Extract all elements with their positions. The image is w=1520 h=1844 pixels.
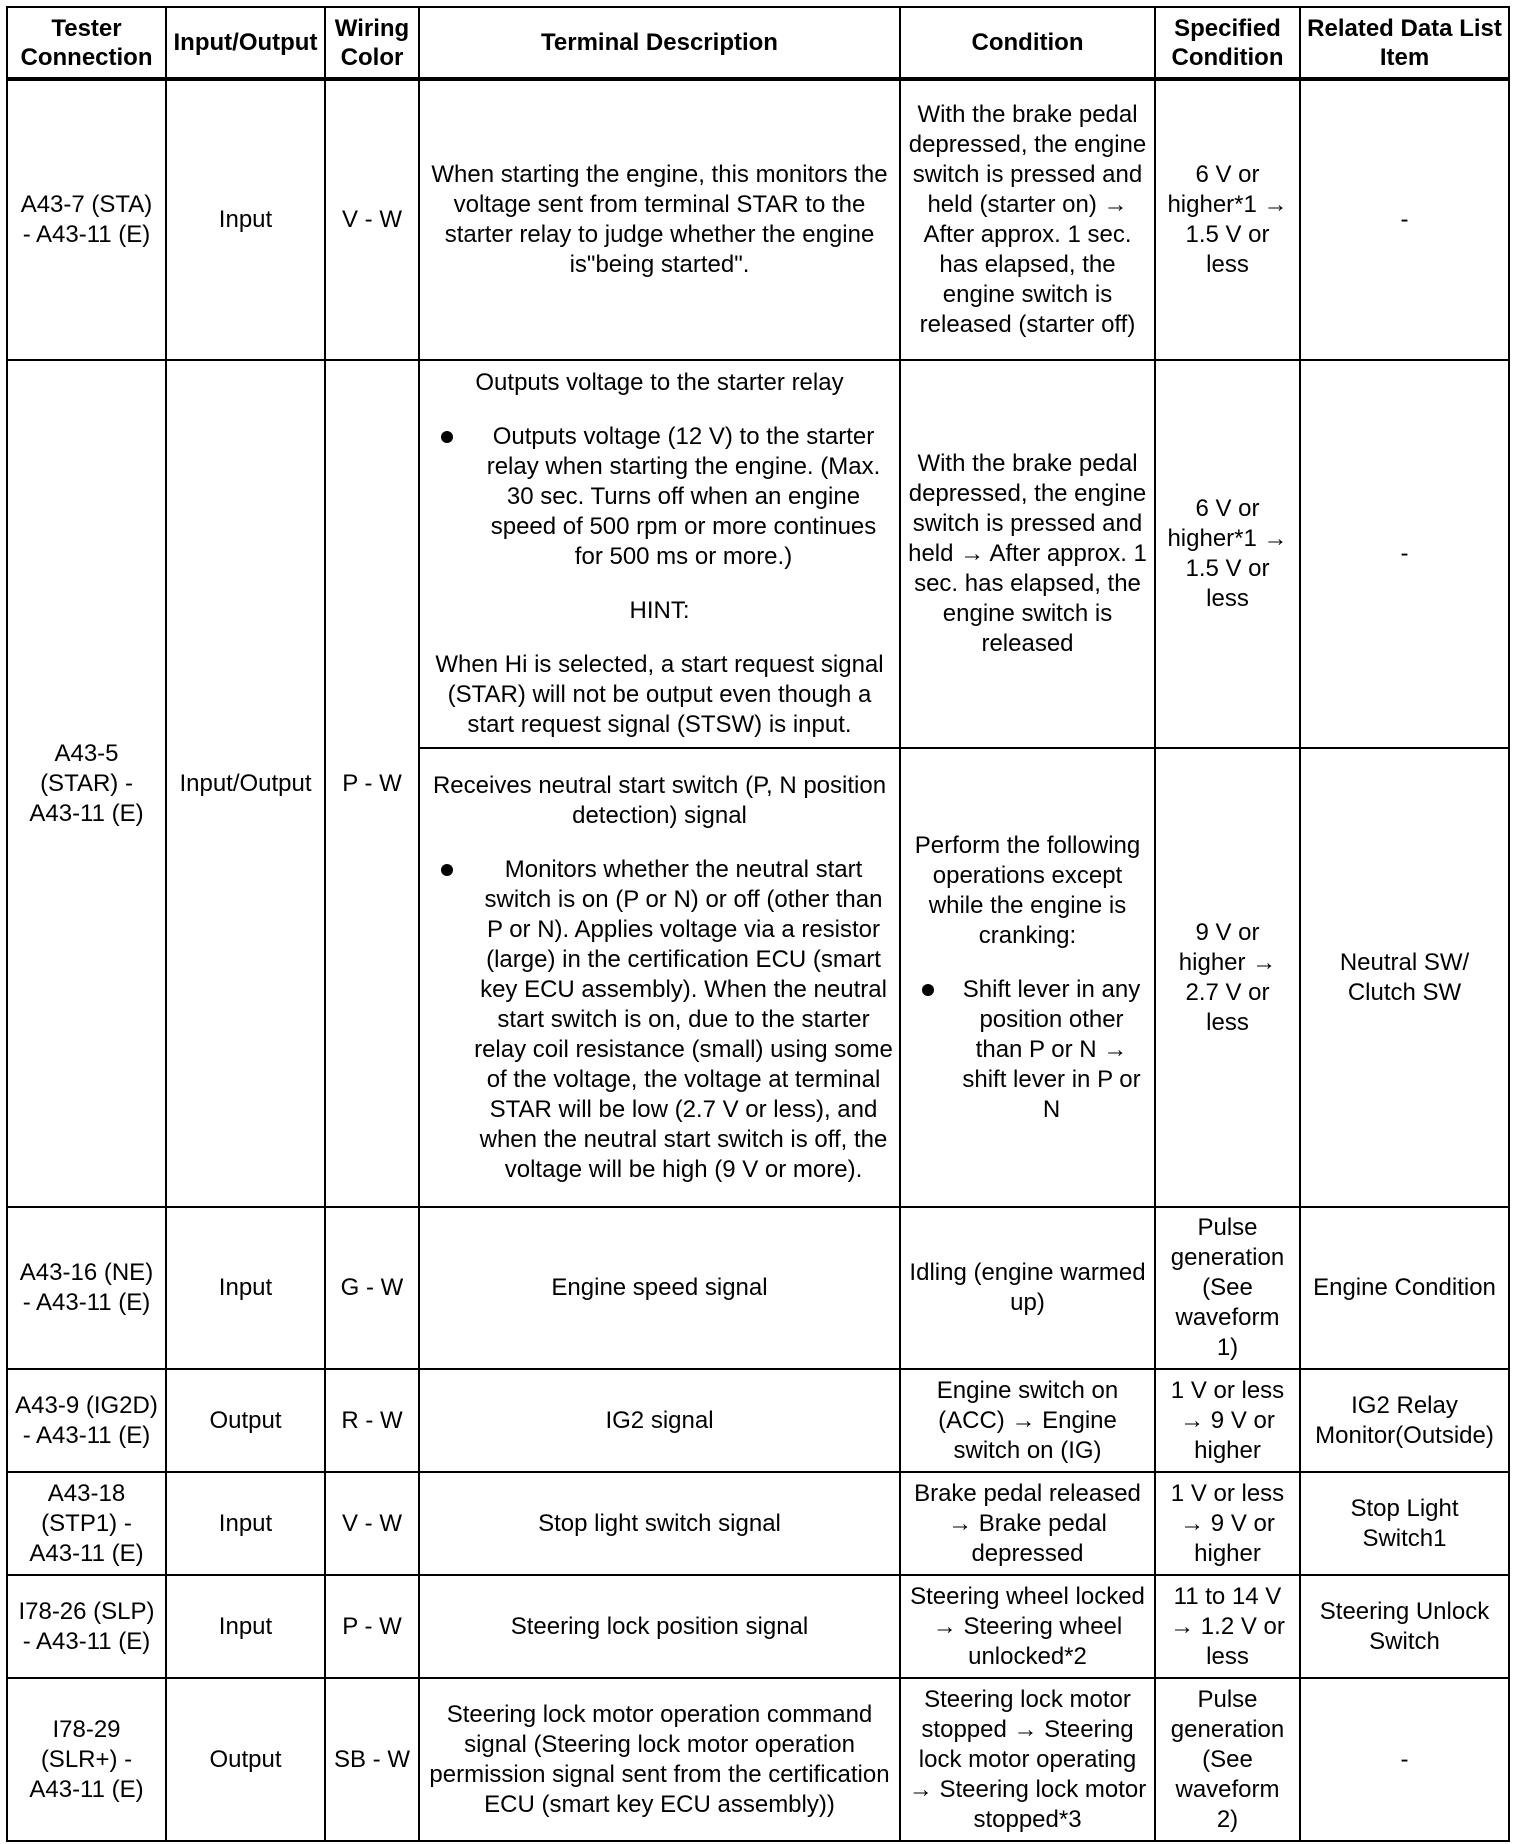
- specified-condition-cell: 11 to 14 V → 1.2 V or less: [1155, 1575, 1300, 1678]
- header-tester-connection: Tester Connection: [7, 7, 166, 79]
- condition-cell: With the brake pedal depressed, the engine switch is pressed and held (starter on) → After approx. 1 sec. has elapsed, the engine switch is released (starter off): [900, 79, 1155, 360]
- list-item: [474, 422, 893, 572]
- bullet-icon: [441, 864, 453, 876]
- header-condition: Condition: [900, 7, 1155, 79]
- bullet-icon: [441, 431, 453, 443]
- table-row: [7, 1678, 1509, 1841]
- terminal-spec-table: [6, 6, 1510, 1842]
- table-row: [7, 360, 1509, 748]
- tester-connection-cell: A43-16 (NE) - A43-11 (E): [7, 1207, 166, 1369]
- specified-condition-cell: Pulse generation (See waveform 2): [1155, 1678, 1300, 1841]
- input-output-cell: Input: [166, 79, 325, 360]
- specified-condition-cell: 6 V or higher*1 → 1.5 V or less: [1155, 79, 1300, 360]
- terminal-description-cell: IG2 signal: [419, 1369, 900, 1472]
- specified-condition-cell: 9 V or higher → 2.7 V or less: [1155, 748, 1300, 1207]
- terminal-description-cell: [419, 748, 900, 1207]
- condition-cell: Steering wheel locked → Steering wheel unlocked*2: [900, 1575, 1155, 1678]
- terminal-description-cell: Engine speed signal: [419, 1207, 900, 1369]
- tester-connection-cell: A43-9 (IG2D) - A43-11 (E): [7, 1369, 166, 1472]
- wiring-color-cell: V - W: [325, 1472, 419, 1575]
- bullet-text: Monitors whether the neutral start switch is on (P or N) or off (other than P or N). Applies voltage via a resistor (large) in the certification ECU (smart key ECU assembly). When the neutral start switch is on, due to the starter relay coil resistance (small) using some of the voltage, the voltage at terminal STAR will be low (2.7 V or less), and when the neutral start switch is off, the voltage will be high (9 V or more).: [474, 855, 893, 1183]
- condition-bullet-list: [907, 975, 1148, 1125]
- condition-intro: Perform the following operations except while the engine is cranking:: [914, 831, 1141, 949]
- wiring-color-cell: P - W: [325, 360, 419, 1207]
- wiring-color-cell: R - W: [325, 1369, 419, 1472]
- tester-connection-cell: A43-7 (STA) - A43-11 (E): [7, 79, 166, 360]
- input-output-cell: Input: [166, 1472, 325, 1575]
- input-output-cell: Input: [166, 1575, 325, 1678]
- terminal-description-cell: [419, 360, 900, 748]
- related-data-cell: -: [1300, 360, 1509, 748]
- condition-cell: Steering lock motor stopped → Steering lock motor operating → Steering lock motor stopped*3: [900, 1678, 1155, 1841]
- list-item: [474, 855, 893, 1185]
- related-data-cell: IG2 Relay Monitor(Outside): [1300, 1369, 1509, 1472]
- terminal-description-cell: Steering lock motor operation command signal (Steering lock motor operation permission signal sent from the certification ECU (smart key ECU assembly)): [419, 1678, 900, 1841]
- description-bullet-list: [426, 422, 893, 572]
- list-item: [955, 975, 1148, 1125]
- header-row: [7, 7, 1509, 79]
- description-intro: Outputs voltage to the starter relay: [475, 369, 844, 396]
- tester-connection-cell: A43-18 (STP1) - A43-11 (E): [7, 1472, 166, 1575]
- related-data-cell: Neutral SW/ Clutch SW: [1300, 748, 1509, 1207]
- tester-connection-cell: I78-26 (SLP) - A43-11 (E): [7, 1575, 166, 1678]
- specified-condition-cell: Pulse generation (See waveform 1): [1155, 1207, 1300, 1369]
- terminal-description-cell: Steering lock position signal: [419, 1575, 900, 1678]
- header-terminal-description: Terminal Description: [419, 7, 900, 79]
- specified-condition-cell: 6 V or higher*1 → 1.5 V or less: [1155, 360, 1300, 748]
- tester-connection-cell: A43-5 (STAR) - A43-11 (E): [7, 360, 166, 1207]
- description-intro: Receives neutral start switch (P, N position detection) signal: [432, 771, 887, 829]
- bullet-icon: [922, 984, 934, 996]
- input-output-cell: Output: [166, 1678, 325, 1841]
- related-data-cell: -: [1300, 79, 1509, 360]
- hint-label: HINT:: [629, 597, 690, 624]
- condition-cell: [900, 748, 1155, 1207]
- table-row: [7, 1207, 1509, 1369]
- table-row: [7, 1472, 1509, 1575]
- tester-connection-cell: I78-29 (SLR+) - A43-11 (E): [7, 1678, 166, 1841]
- header-input-output: Input/Output: [166, 7, 325, 79]
- input-output-cell: Input: [166, 1207, 325, 1369]
- terminal-description-cell: Stop light switch signal: [419, 1472, 900, 1575]
- bullet-text: Shift lever in any position other than P or N → shift lever in P or N: [962, 975, 1141, 1123]
- hint-text: When Hi is selected, a start request signal (STAR) will not be output even though a start request signal (STSW) is input.: [435, 651, 884, 738]
- specified-condition-cell: 1 V or less → 9 V or higher: [1155, 1369, 1300, 1472]
- table-row: [7, 79, 1509, 360]
- input-output-cell: Output: [166, 1369, 325, 1472]
- table-row: [7, 1369, 1509, 1472]
- condition-cell: Brake pedal released → Brake pedal depressed: [900, 1472, 1155, 1575]
- related-data-cell: Steering Unlock Switch: [1300, 1575, 1509, 1678]
- table-row: [7, 1575, 1509, 1678]
- specified-condition-cell: 1 V or less → 9 V or higher: [1155, 1472, 1300, 1575]
- condition-cell: With the brake pedal depressed, the engine switch is pressed and held → After approx. 1 sec. has elapsed, the engine switch is released: [900, 360, 1155, 748]
- wiring-color-cell: G - W: [325, 1207, 419, 1369]
- header-wiring-color: Wiring Color: [325, 7, 419, 79]
- terminal-description-cell: When starting the engine, this monitors the voltage sent from terminal STAR to the starter relay to judge whether the engine is"being started".: [419, 79, 900, 360]
- wiring-color-cell: P - W: [325, 1575, 419, 1678]
- related-data-cell: Engine Condition: [1300, 1207, 1509, 1369]
- bullet-text: Outputs voltage (12 V) to the starter relay when starting the engine. (Max. 30 sec. Turns off when an engine speed of 500 rpm or more continues for 500 ms or more.): [486, 423, 881, 570]
- related-data-cell: -: [1300, 1678, 1509, 1841]
- input-output-cell: Input/Output: [166, 360, 325, 1207]
- description-bullet-list: [426, 855, 893, 1185]
- related-data-cell: Stop Light Switch1: [1300, 1472, 1509, 1575]
- condition-cell: Idling (engine warmed up): [900, 1207, 1155, 1369]
- wiring-color-cell: SB - W: [325, 1678, 419, 1841]
- condition-cell: Engine switch on (ACC) → Engine switch on (IG): [900, 1369, 1155, 1472]
- header-specified-condition: Specified Condition: [1155, 7, 1300, 79]
- header-related-data: Related Data List Item: [1300, 7, 1509, 79]
- wiring-color-cell: V - W: [325, 79, 419, 360]
